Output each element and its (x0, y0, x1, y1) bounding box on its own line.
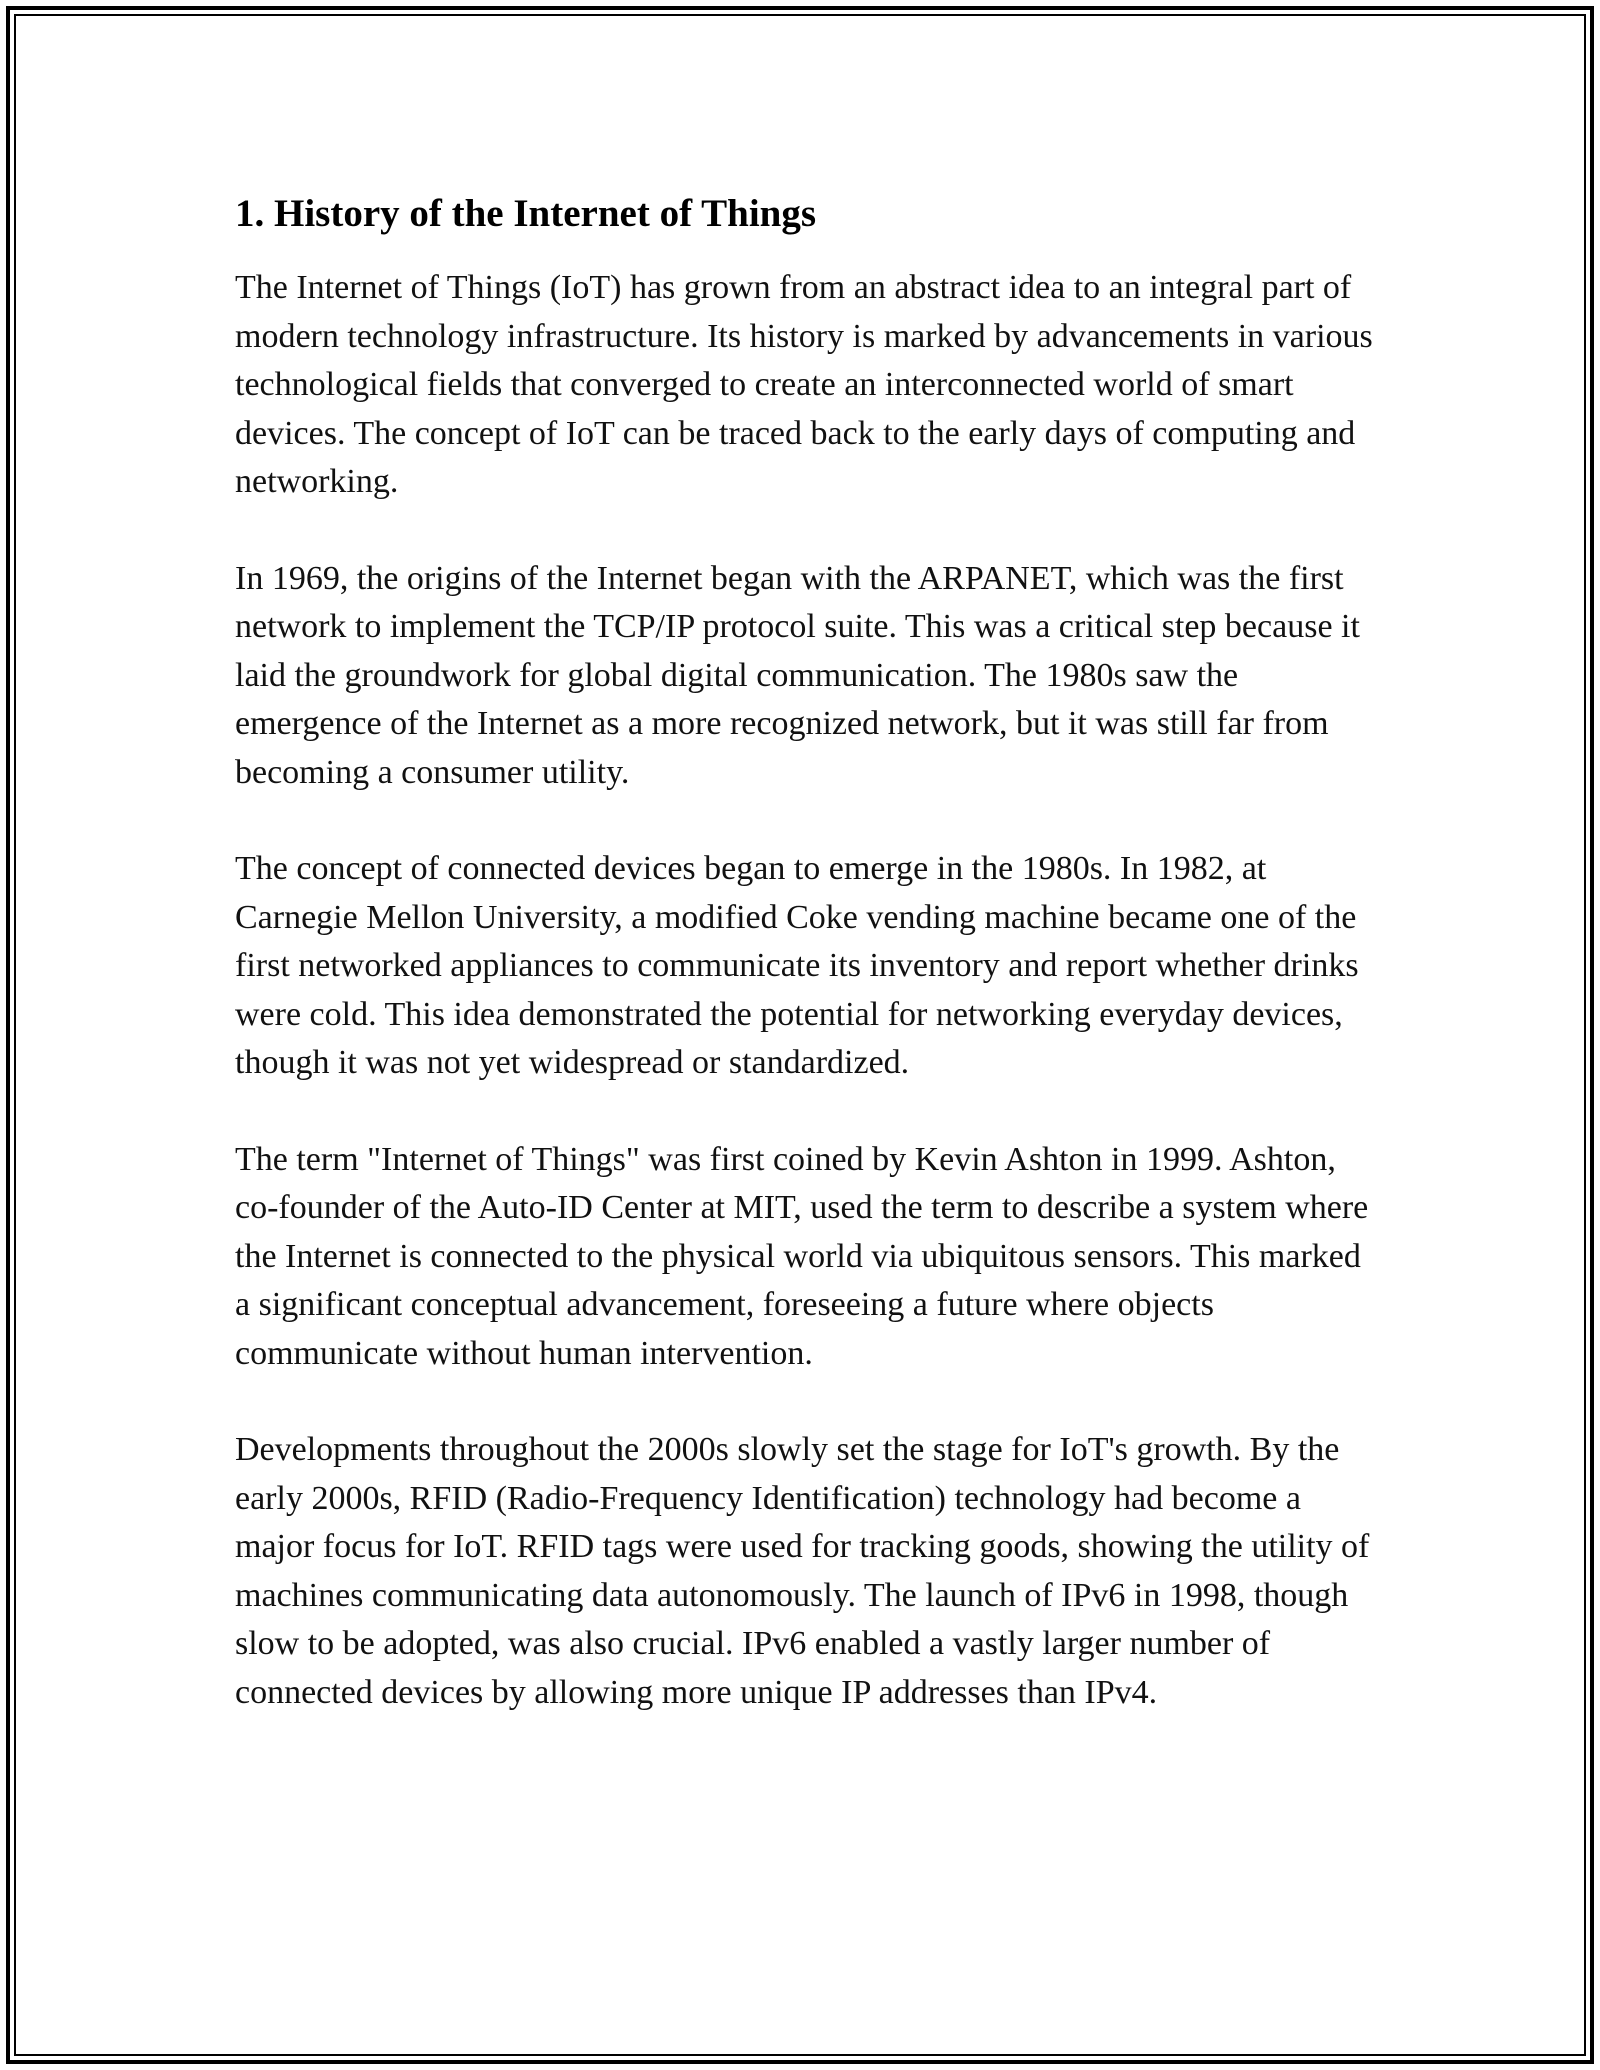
paragraph-term-coined: The term "Internet of Things" was first coined by Kevin Ashton in 1999. Ashton, co-founder of the Auto-ID Center at MIT, used the term to describe a system where the Internet is connected to the physical world via ubiquitous sensors. This marked a significant conceptual advancement, foreseeing a future where objects communicate without human intervention. (235, 1140, 1369, 1372)
paragraph-2000s-developments: Developments throughout the 2000s slowly set the stage for IoT's growth. By the early 2000s, RFID (Radio-Frequency Identification) technology had become a major focus for IoT. RFID tags were used for tracking goods, showing the utility of machines communicating data autonomously. The launch of IPv6 in 1998, though slow to be adopted, was also crucial. IPv6 enabled a vastly larger number of connected devices by allowing more unique IP addresses than IPv4. (235, 1431, 1370, 1711)
paragraph-intro: The Internet of Things (IoT) has grown from an abstract idea to an integral part of modern technology infrastructure. Its history is marked by advancements in various technological fields that converged to create an interconnected world of smart devices. The concept of IoT can be traced back to the early days of computing and networking. (235, 269, 1373, 500)
document-body (235, 188, 1375, 1765)
paragraph-arpanet: In 1969, the origins of the Internet began with the ARPANET, which was the first network to implement the TCP/IP protocol suite. This was a critical step because it laid the groundwork for global digital communication. The 1980s saw the emergence of the Internet as a more recognized network, but it was still far from becoming a consumer utility. (235, 559, 1360, 791)
section-title: 1. History of the Internet of Things (235, 192, 817, 235)
paragraph-connected-devices: The concept of connected devices began to emerge in the 1980s. In 1982, at Carnegie Mellon University, a modified Coke vending machine became one of the first networked appliances to communicate its inventory and report whether drinks were cold. This idea demonstrated the potential for networking everyday devices, though it was not yet widespread or standardized. (235, 850, 1359, 1081)
